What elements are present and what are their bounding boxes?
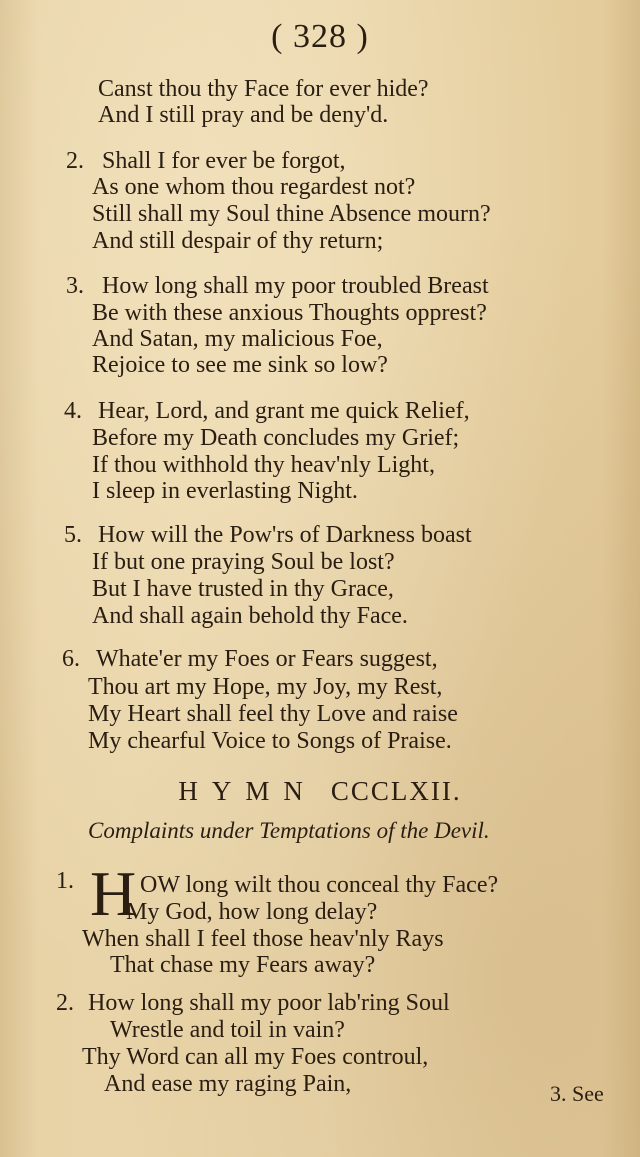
- hymn-stanza-1-line-4: That chase my Fears away?: [110, 952, 376, 978]
- continuation-line-1: Canst thou thy Face for ever hide?: [98, 76, 429, 102]
- stanza-5-line-3: But I have trusted in thy Grace,: [92, 576, 394, 602]
- hymn-stanza-number-1: 1.: [56, 868, 74, 894]
- stanza-2-line-1: Shall I for ever be forgot,: [102, 148, 346, 174]
- stanza-3-line-2: Be with these anxious Thoughts opprest?: [92, 300, 487, 326]
- stanza-3-line-3: And Satan, my malicious Foe,: [92, 326, 383, 352]
- stanza-6-line-3: My Heart shall feel thy Love and raise: [88, 701, 458, 727]
- drop-cap-letter: H: [90, 858, 137, 929]
- continuation-line-2: And I still pray and be deny'd.: [98, 102, 389, 128]
- stanza-6-line-2: Thou art my Hope, my Joy, my Rest,: [88, 674, 443, 700]
- hymn-stanza-2-line-3: Thy Word can all my Foes controul,: [82, 1044, 429, 1070]
- stanza-6-line-4: My chearful Voice to Songs of Praise.: [88, 728, 452, 754]
- hymn-number: CCCLXII.: [330, 776, 462, 806]
- stanza-2-line-4: And still despair of thy return;: [92, 228, 384, 254]
- stanza-2-line-3: Still shall my Soul thine Absence mourn?: [92, 201, 491, 227]
- stanza-5-line-4: And shall again behold thy Face.: [92, 603, 408, 629]
- page-number: ( 328 ): [271, 18, 369, 55]
- stanza-4-line-1: Hear, Lord, and grant me quick Relief,: [98, 398, 470, 424]
- stanza-number-4: 4.: [64, 398, 82, 424]
- hymn-stanza-2-line-2: Wrestle and toil in vain?: [110, 1017, 345, 1043]
- stanza-5-line-1: How will the Pow'rs of Darkness boast: [98, 522, 472, 548]
- hymn-label: HYMN: [178, 776, 317, 806]
- stanza-5-line-2: If but one praying Soul be lost?: [92, 549, 395, 575]
- stanza-4-line-3: If thou withhold thy heav'nly Light,: [92, 452, 435, 478]
- hymn-stanza-1-line-3: When shall I feel those heav'nly Rays: [82, 926, 444, 952]
- stanza-number-3: 3.: [66, 273, 84, 299]
- stanza-number-5: 5.: [64, 522, 82, 548]
- hymn-subtitle: Complaints under Temptations of the Devil.: [88, 818, 490, 843]
- hymn-stanza-1-line-2: My God, how long delay?: [126, 899, 378, 925]
- hymn-stanza-number-2: 2.: [56, 990, 74, 1016]
- stanza-number-6: 6.: [62, 646, 80, 672]
- stanza-2-line-2: As one whom thou regardest not?: [92, 174, 416, 200]
- stanza-4-line-2: Before my Death concludes my Grief;: [92, 425, 460, 451]
- hymn-stanza-2-line-4: And ease my raging Pain,: [104, 1071, 352, 1097]
- hymn-title: [0, 776, 640, 807]
- stanza-3-line-4: Rejoice to see me sink so low?: [92, 352, 388, 378]
- stanza-number-2: 2.: [66, 148, 84, 174]
- stanza-6-line-1: Whate'er my Foes or Fears suggest,: [96, 646, 438, 672]
- stanza-3-line-1: How long shall my poor troubled Breast: [102, 273, 489, 299]
- hymn-stanza-2-line-1: How long shall my poor lab'ring Soul: [88, 990, 450, 1016]
- hymn-stanza-1-line-1: OW long wilt thou conceal thy Face?: [140, 872, 499, 898]
- catchword: 3. See: [550, 1081, 604, 1106]
- stanza-4-line-4: I sleep in everlasting Night.: [92, 478, 358, 504]
